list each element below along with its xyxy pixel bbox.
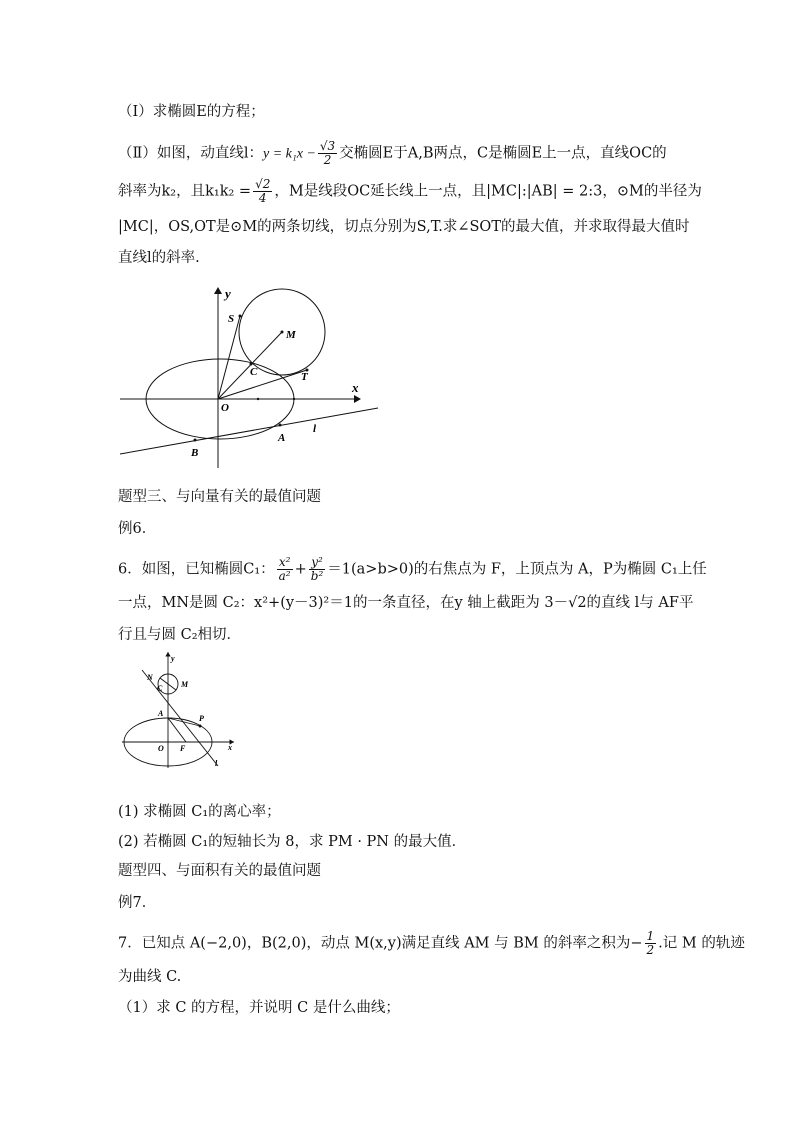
- tangent-os: [218, 316, 240, 399]
- label-f: F: [180, 744, 186, 753]
- label-m: M: [286, 329, 296, 341]
- figure-ellipse-circle-tangents: [110, 280, 390, 470]
- frac-x2-a2: $\frac{\text{x²}}{\text{a²}}$: [278, 555, 291, 583]
- label-n: N: [147, 673, 153, 682]
- question6-1: (1) 求椭圆 C₁的离心率；: [118, 804, 281, 820]
- frac-y2-b2: $\frac{\text{y²}}{\text{b²}}$: [310, 555, 324, 583]
- label-y: y: [225, 286, 231, 301]
- point-b: [194, 439, 197, 442]
- label-s: S: [228, 313, 235, 325]
- point-a: [279, 424, 282, 427]
- label-t: T: [301, 371, 308, 383]
- label-l-2: l: [215, 759, 218, 768]
- label-y-2: y: [171, 654, 175, 663]
- problem6-line2: 一点，MN是圆 C₂：x²+(y－3)²＝1的一条直径，在y 轴上截距为 3－√2的直线 l与 AF平: [118, 595, 694, 611]
- figure-ellipse-small-circle: [118, 648, 242, 770]
- problem6-line3: 行且与圆 C₂相切．: [118, 627, 242, 643]
- part2-line3: |MC|，OS,OT是⊙M的两条切线，切点分别为S,T.求∠SOT的最大值，并求取得最大值时: [118, 219, 690, 235]
- line-equation: y = k₁x −: [263, 146, 316, 162]
- sqrt2-over-4: $\frac{√2}{4}$: [255, 177, 271, 205]
- question6-2: (2) 若椭圆 C₁的短轴长为 8，求 PM · PN 的最大值．: [118, 834, 467, 850]
- section4-heading: 题型四、与面积有关的最值问题: [118, 863, 321, 879]
- label-a: A: [278, 432, 286, 444]
- label-c: C: [250, 366, 258, 378]
- problem6-line1: 6．如图，已知椭圆C₁： $\frac{\text{x²}}{\text{a²}}$ + $\frac{\text{y²}}{\text{b²}}$ ＝1(a>b>0)的右焦点为 F，上顶点为 A，P为椭圆 C₁上任: [118, 555, 707, 583]
- part1-text: （Ⅰ）求椭圆E的方程；: [118, 104, 265, 120]
- part2-suffix: 交椭圆E于A,B两点，C是椭圆E上一点，直线OC的: [339, 145, 667, 162]
- label-b: B: [191, 447, 199, 459]
- part2-prefix: （Ⅱ）如图，动直线l：: [118, 145, 263, 162]
- label-c-2: C: [157, 684, 163, 693]
- label-o: O: [221, 402, 229, 414]
- section3-heading: 题型三、与向量有关的最值问题: [118, 489, 321, 505]
- point-s: [239, 315, 242, 318]
- problem7-line1: 7．已知点 A(−2,0)，B(2,0)，动点 M(x,y)满足直线 AM 与 BM 的斜率之积为− $\frac{1}{2}$ .记 M 的轨迹: [118, 929, 745, 957]
- label-x-2: x: [228, 743, 232, 752]
- sqrt3-over-2: $\frac{√3}{2}$: [319, 139, 336, 167]
- example6-label: 例6．: [118, 521, 157, 537]
- label-o-2: O: [158, 744, 164, 753]
- problem7-line2: 为曲线 C.: [118, 969, 182, 985]
- label-a-2: A: [158, 709, 164, 718]
- point-m: [281, 331, 284, 334]
- part2-line2: 斜率为k₂，且k₁k₂ = $\frac{√2}{4}$ ，M是线段OC延长线上一点，且|MC|:|AB| = 2:3，⊙M的半径为: [118, 177, 702, 205]
- label-m-2: M: [181, 680, 189, 689]
- label-p: P: [199, 714, 204, 723]
- part2-line1: [118, 140, 688, 167]
- label-x: x: [352, 380, 359, 395]
- question7-1: （1）求 C 的方程，并说明 C 是什么曲线；: [118, 1000, 400, 1016]
- part2-line4: 直线l的斜率.: [118, 250, 200, 266]
- frac-one-half: $\frac{1}{2}$: [646, 929, 655, 957]
- line-l: [120, 408, 378, 454]
- example7-label: 例7．: [118, 895, 157, 911]
- focus-mark: [257, 398, 259, 400]
- point-p: [199, 725, 202, 728]
- vertex-mark: [293, 398, 295, 400]
- label-l: l: [313, 423, 317, 435]
